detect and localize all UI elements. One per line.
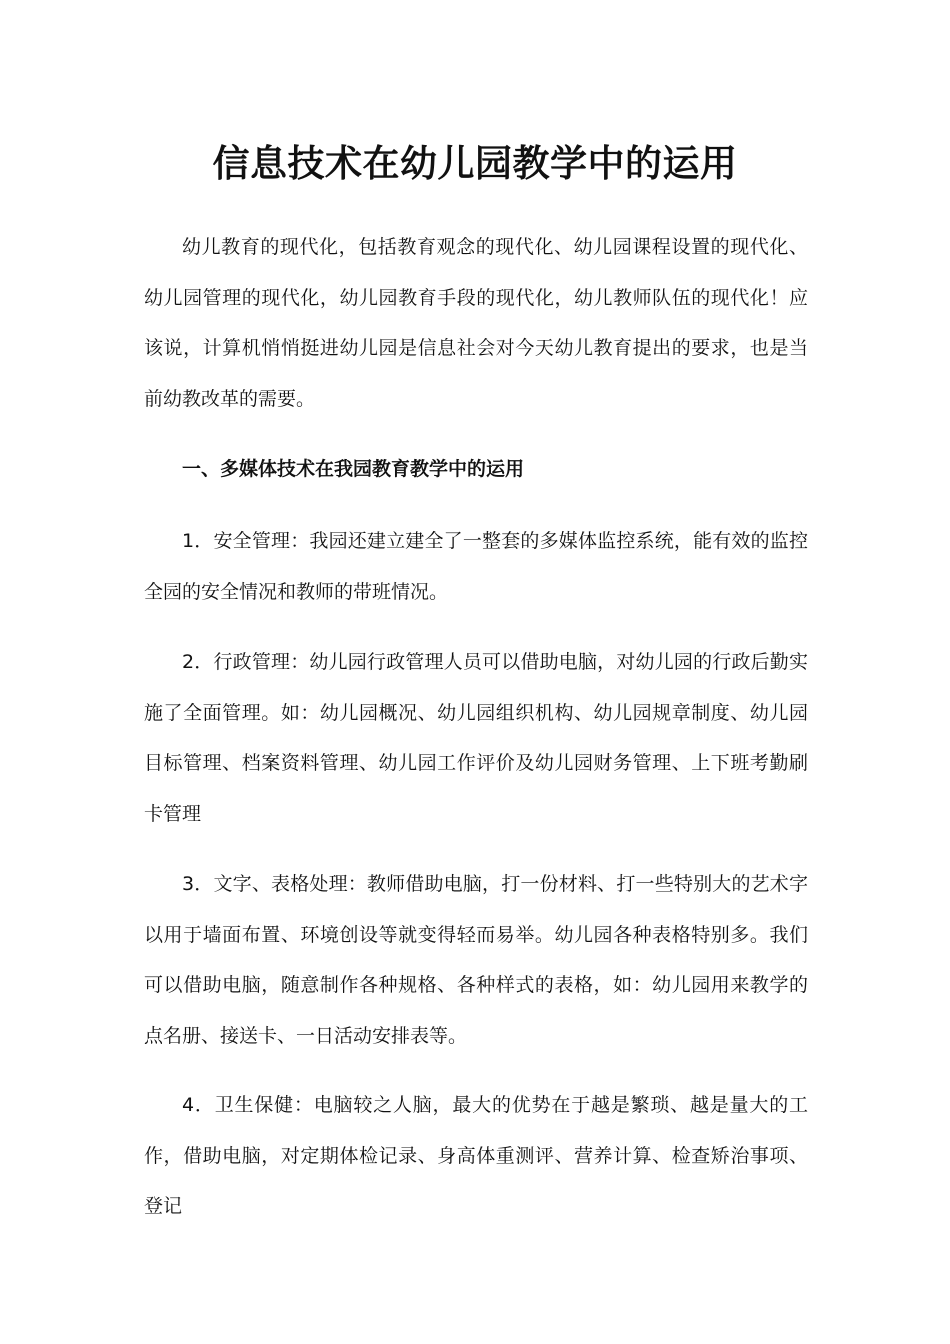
document-title: 信息技术在幼儿园教学中的运用 xyxy=(212,142,738,185)
list-item-health: 4．卫生保健：电脑较之人脑，最大的优势在于越是繁琐、越是量大的工作，借助电脑，对定期体检记录、身高体重测评、营养计算、检查矫治事项、登记 xyxy=(144,1094,808,1217)
list-item-admin: 2．行政管理：幼儿园行政管理人员可以借助电脑，对幼儿园的行政后勤实施了全面管理。如：幼儿园概况、幼儿园组织机构、幼儿园规章制度、幼儿园目标管理、档案资料管理、幼儿园工作评价及幼儿园财务管理、上下班考勤刷卡管理 xyxy=(144,651,808,825)
intro-paragraph: 幼儿教育的现代化，包括教育观念的现代化、幼儿园课程设置的现代化、幼儿园管理的现代化，幼儿园教育手段的现代化，幼儿教师队伍的现代化！应该说，计算机悄悄挺进幼儿园是信息社会对今天幼儿教育提出的要求，也是当前幼教改革的需要。 xyxy=(144,236,808,410)
list-item-safety: 1．安全管理：我园还建立建全了一整套的多媒体监控系统，能有效的监控全园的安全情况和教师的带班情况。 xyxy=(144,530,808,603)
section-heading: 一、多媒体技术在我园教育教学中的运用 xyxy=(182,458,525,480)
list-item-documents: 3．文字、表格处理：教师借助电脑，打一份材料、打一些特别大的艺术字以用于墙面布置、环境创设等就变得轻而易举。幼儿园各种表格特别多。我们可以借助电脑，随意制作各种规格、各种样式的表格，如：幼儿园用来教学的点名册、接送卡、一日活动安排表等。 xyxy=(144,873,808,1047)
